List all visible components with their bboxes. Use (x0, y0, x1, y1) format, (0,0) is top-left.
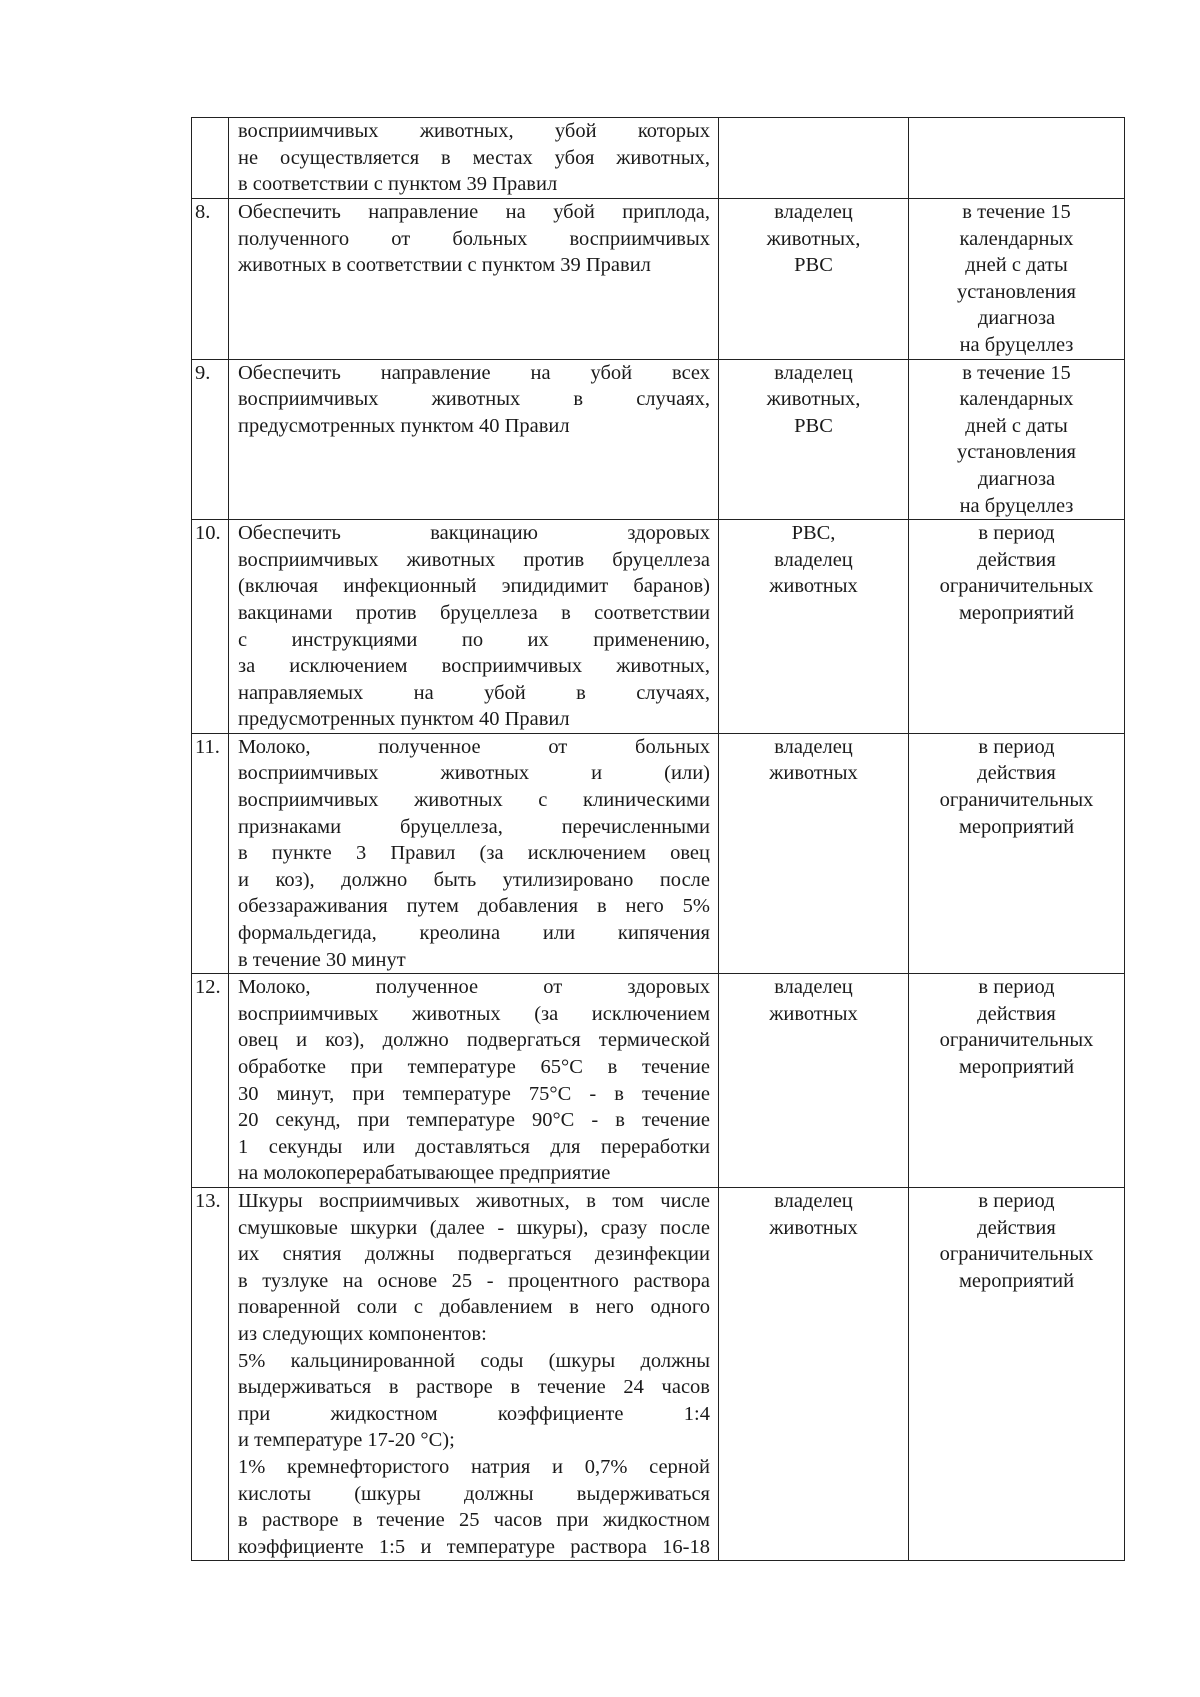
action-text-line: и температуре 17-20 °С); (238, 1429, 455, 1452)
responsible-text-line: животных (769, 1216, 858, 1239)
action-text-line: (включая инфекционный эпидидимит баранов) (238, 575, 710, 598)
term-text-line: ограничительных (939, 789, 1094, 812)
action-text-line: предусмотренных пунктом 40 Правил (238, 708, 570, 731)
action-text-line: обработке при температуре 65°С в течение (238, 1056, 710, 1078)
term-cell (909, 520, 1125, 734)
action-text-line: с инструкциями по их применению, (238, 628, 710, 651)
action-text-line: и коз), должно быть утилизировано после (238, 868, 710, 891)
term-text-line: ограничительных (939, 575, 1094, 598)
action-text-line: Молоко, полученное от здоровых (238, 976, 710, 999)
action-text-line: признаками бруцеллеза, перечисленными (238, 815, 710, 838)
term-text-line: установления (957, 280, 1076, 303)
action-cell (229, 359, 719, 520)
responsible-text-line: владелец (774, 361, 853, 384)
action-text-line: восприимчивых животных в случаях, (238, 388, 710, 411)
term-cell (909, 1187, 1125, 1560)
responsible-cell (719, 1187, 909, 1560)
action-text-line: при жидкостном коэффициенте 1:4 (238, 1402, 710, 1425)
responsible-text-line: владелец (774, 548, 853, 571)
term-text-line: в течение 15 (962, 201, 1071, 223)
action-text-line: в растворе в течение 25 часов при жидкостном (238, 1509, 710, 1532)
action-text-line: 30 минут, при температуре 75°С - в течение (238, 1082, 710, 1105)
table-row (192, 520, 1125, 734)
term-text-line: мероприятий (958, 815, 1075, 838)
action-text-line: восприимчивых животных с клиническими (238, 789, 710, 812)
row-number: 12. (192, 974, 229, 1188)
action-text-line: направляемых на убой в случаях, (238, 681, 710, 704)
row-number (192, 118, 229, 199)
row-number: 13. (192, 1187, 229, 1560)
action-text-line: формальдегида, креолина или кипячения (238, 922, 710, 945)
responsible-text-line: владелец (774, 201, 853, 223)
action-text-line: животных в соответствии с пунктом 39 Правил (238, 254, 651, 277)
row-number: 9. (192, 359, 229, 520)
action-text-line: предусмотренных пунктом 40 Правил (238, 414, 570, 437)
term-text-line: календарных (959, 227, 1074, 250)
term-text-line: установления (957, 441, 1076, 464)
action-text-line: не осуществляется в местах убоя животных, (238, 146, 710, 169)
action-text-line: Шкуры восприимчивых животных, в том числе (238, 1189, 710, 1212)
term-text-line: в период (978, 976, 1055, 999)
action-text-line: выдерживаться в растворе в течение 24 часов (238, 1376, 710, 1399)
action-text-line: Обеспечить вакцинацию здоровых (238, 522, 710, 545)
responsible-cell (719, 733, 909, 973)
term-cell (909, 118, 1125, 199)
term-cell (909, 359, 1125, 520)
responsible-text-line: животных (769, 762, 858, 785)
action-text-line: восприимчивых животных и (или) (238, 762, 710, 785)
measures-table (191, 117, 1125, 1561)
responsible-cell (719, 974, 909, 1188)
action-cell (229, 520, 719, 734)
responsible-cell (719, 520, 909, 734)
table-row (192, 359, 1125, 520)
table-row (192, 733, 1125, 973)
responsible-cell (719, 359, 909, 520)
action-text-line: в тузлуке на основе 25 - процентного раствора (238, 1269, 710, 1292)
term-text-line: действия (977, 762, 1056, 785)
action-cell (229, 974, 719, 1188)
table-row (192, 118, 1125, 199)
action-text-line: в соответствии с пунктом 39 Правил (238, 173, 558, 196)
action-text-line: их снятия должны подвергаться дезинфекции (238, 1243, 710, 1266)
term-text-line: ограничительных (939, 1243, 1094, 1266)
action-text-line: 1% кремнефтористого натрия и 0,7% серной (238, 1455, 710, 1478)
term-text-line: действия (977, 548, 1056, 571)
action-text-line: полученного от больных восприимчивых (238, 227, 710, 250)
action-text-line: на молокоперерабатывающее предприятие (238, 1162, 611, 1185)
action-text-line: смушковые шкурки (далее - шкуры), сразу после (238, 1216, 710, 1239)
responsible-text-line: РВС (794, 414, 833, 437)
term-cell (909, 733, 1125, 973)
action-text-line: обеззараживания путем добавления в него 5% (238, 895, 710, 918)
action-text-line: восприимчивых животных, убой которых (238, 120, 710, 142)
term-text-line: ограничительных (939, 1029, 1094, 1052)
action-text-line: 1 секунды или доставляться для переработки (238, 1135, 710, 1158)
row-number: 8. (192, 199, 229, 360)
action-text-line: Молоко, полученное от больных (238, 735, 710, 758)
row-number: 10. (192, 520, 229, 734)
action-cell (229, 199, 719, 360)
term-text-line: в течение 15 (962, 361, 1071, 384)
action-text-line: поваренной соли с добавлением в него одного (238, 1296, 710, 1319)
responsible-text-line: животных, (766, 388, 861, 411)
responsible-text-line: животных (769, 575, 858, 598)
action-text-line: коэффициенте 1:5 и температуре раствора 16-18 (238, 1535, 710, 1558)
term-text-line: мероприятий (958, 1056, 1075, 1078)
term-text-line: действия (977, 1002, 1056, 1025)
action-text-line: за исключением восприимчивых животных, (238, 655, 710, 678)
responsible-cell (719, 118, 909, 199)
action-text-line: 5% кальцинированной соды (шкуры должны (238, 1349, 710, 1372)
term-text-line: диагноза (977, 467, 1056, 490)
table-row (192, 1187, 1125, 1560)
responsible-text-line: РВС (794, 254, 833, 277)
term-text-line: в период (978, 522, 1055, 545)
term-text-line: календарных (959, 388, 1074, 411)
responsible-text-line: РВС, (791, 522, 836, 545)
responsible-text-line: владелец (774, 1189, 853, 1212)
term-text-line: мероприятий (958, 1269, 1075, 1292)
row-number: 11. (192, 733, 229, 973)
responsible-text-line: животных (769, 1002, 858, 1025)
action-text-line: Обеспечить направление на убой приплода, (238, 201, 710, 223)
action-text-line: восприимчивых животных против бруцеллеза (238, 548, 710, 571)
responsible-text-line: владелец (774, 735, 853, 758)
action-text-line: в пункте 3 Правил (за исключением овец (238, 842, 710, 865)
term-text-line: мероприятий (958, 601, 1075, 624)
action-cell (229, 118, 719, 199)
term-cell (909, 199, 1125, 360)
action-text-line: вакцинами против бруцеллеза в соответствии (238, 601, 710, 624)
table-row (192, 199, 1125, 360)
term-text-line: дней с даты (965, 414, 1068, 437)
action-cell (229, 1187, 719, 1560)
action-text-line: овец и коз), должно подвергаться термической (238, 1029, 710, 1052)
action-text-line: 20 секунд, при температуре 90°С - в течение (238, 1109, 710, 1132)
term-text-line: на бруцеллез (959, 494, 1074, 517)
term-text-line: в период (978, 735, 1055, 758)
term-cell (909, 974, 1125, 1188)
action-text-line: из следующих компонентов: (238, 1322, 487, 1345)
action-text-line: Обеспечить направление на убой всех (238, 361, 710, 384)
term-text-line: диагноза (977, 307, 1056, 330)
table-row (192, 974, 1125, 1188)
term-text-line: в период (978, 1189, 1055, 1212)
action-text-line: в течение 30 минут (238, 948, 406, 971)
term-text-line: действия (977, 1216, 1056, 1239)
action-text-line: кислоты (шкуры должны выдерживаться (238, 1482, 710, 1505)
measures-table-body (192, 118, 1125, 1561)
responsible-cell (719, 199, 909, 360)
responsible-text-line: владелец (774, 976, 853, 999)
term-text-line: дней с даты (965, 254, 1068, 277)
action-cell (229, 733, 719, 973)
action-text-line: восприимчивых животных (за исключением (238, 1002, 710, 1025)
responsible-text-line: животных, (766, 227, 861, 250)
term-text-line: на бруцеллез (959, 333, 1074, 356)
